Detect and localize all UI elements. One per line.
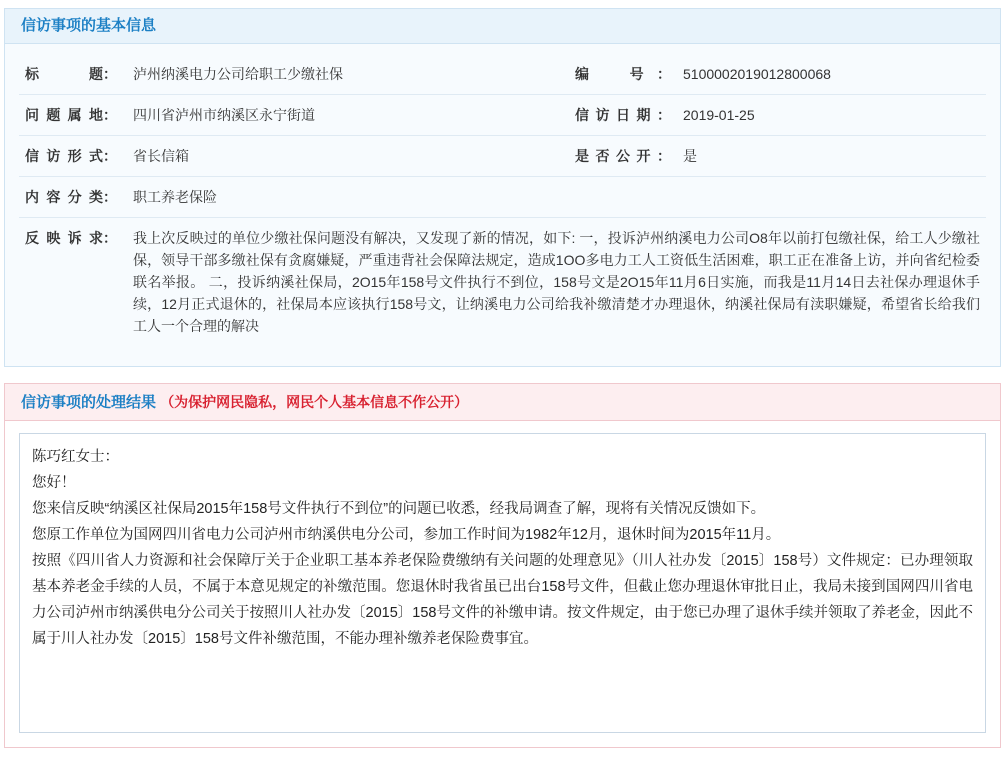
colon: ：: [103, 66, 117, 82]
table-row: [19, 95, 986, 136]
table-row: [19, 54, 986, 95]
result-panel: [4, 383, 1001, 748]
result-paragraph: 您好！: [32, 475, 76, 491]
table-row-appeal: [19, 218, 986, 347]
basic-info-body: [5, 44, 1000, 366]
row-value-category: 职工养老保险: [127, 177, 986, 218]
result-body: [5, 421, 1000, 747]
result-paragraph: 您来信反映“纳溪区社保局2015年158号文件执行不到位”的问题已收悉，经我局调查了解，现将有关情况反馈如下。: [32, 501, 766, 517]
row-label-form-text: 信访形式: [25, 148, 103, 164]
result-header-note: （为保护网民隐私，网民个人基本信息不作公开）: [160, 394, 469, 410]
table-row: [19, 136, 986, 177]
row-label-region: [19, 95, 127, 136]
row-label-form: [19, 136, 127, 177]
colon: ：: [103, 107, 117, 123]
row-value-date: 2019-01-25: [677, 95, 986, 136]
colon: ：: [103, 189, 117, 205]
colon: ：: [103, 230, 117, 246]
result-header: [5, 384, 1000, 421]
basic-info-header: 信访事项的基本信息: [5, 9, 1000, 44]
result-header-title: 信访事项的处理结果: [21, 394, 157, 411]
row-value-appeal: 我上次反映过的单位少缴社保问题没有解决，又发现了新的情况，如下: 一，投诉泸州纳溪电力公司O8年以前打包缴社保，给工人少缴社保，领导干部多缴社保有贪腐嫌疑，严重违背社会保障法规定，造成1OO多电力工人工资低生活困难，职工正在准备上访，并向省纪检委联名举报。 二，投诉纳溪社保局，2O15年158号文件执行不到位，158号文是2O15年11月6日实施，而我是11月14日去社保办理退休手续，12月正式退休的，社保局本应该执行158号文，让纳溪电力公司给我补缴清楚才办理退休，纳溪社保局有渎职嫌疑，希望省长给我们工人一个合理的解决: [133, 230, 980, 334]
row-value-title: 泸州纳溪电力公司给职工少缴社保: [127, 54, 569, 95]
row-label-title: [19, 54, 127, 95]
basic-info-panel: [4, 8, 1001, 367]
row-label-region-text: 问题属地: [25, 107, 103, 123]
result-paragraph: 您原工作单位为国网四川省电力公司泸州市纳溪供电分公司，参加工作时间为1982年12月，退休时间为2015年11月。: [32, 527, 781, 543]
row-label-title-text: 标题: [25, 66, 103, 82]
row-label-category: [19, 177, 127, 218]
row-label-appeal: [19, 218, 127, 347]
colon: ：: [103, 148, 117, 164]
result-paragraph: 按照《四川省人力资源和社会保障厅关于企业职工基本养老保险费缴纳有关问题的处理意见》（川人社办发〔2015〕158号）文件规定：已办理领取基本养老金手续的人员，不属于本意见规定的补缴范围。您退休时我省虽已出台158号文件，但截止您办理退休审批日止，我局未接到国网四川省电力公司泸州市纳溪供电分公司关于按照川人社办发〔2015〕158号文件的补缴申请。按文件规定，由于您已办理了退休手续并领取了养老金，因此不属于川人社办发〔2015〕158号文件补缴范围，不能办理补缴养老保险费事宜。: [32, 553, 973, 647]
row-value-number: 5100002019012800068: [677, 54, 986, 95]
result-paragraph: 陈巧红女士：: [32, 449, 119, 465]
row-value-region: 四川省泸州市纳溪区永宁街道: [127, 95, 569, 136]
result-text-box: [19, 433, 986, 733]
row-label-number: 编 号：: [569, 54, 677, 95]
row-label-category-text: 内容分类: [25, 189, 103, 205]
row-label-appeal-text: 反映诉求: [25, 230, 103, 246]
basic-info-table: [19, 54, 986, 346]
row-value-form: 省长信箱: [127, 136, 569, 177]
row-label-public: 是否公开：: [569, 136, 677, 177]
page-root: [0, 8, 1005, 748]
table-row: [19, 177, 986, 218]
row-value-public: 是: [677, 136, 986, 177]
row-label-date: 信访日期：: [569, 95, 677, 136]
